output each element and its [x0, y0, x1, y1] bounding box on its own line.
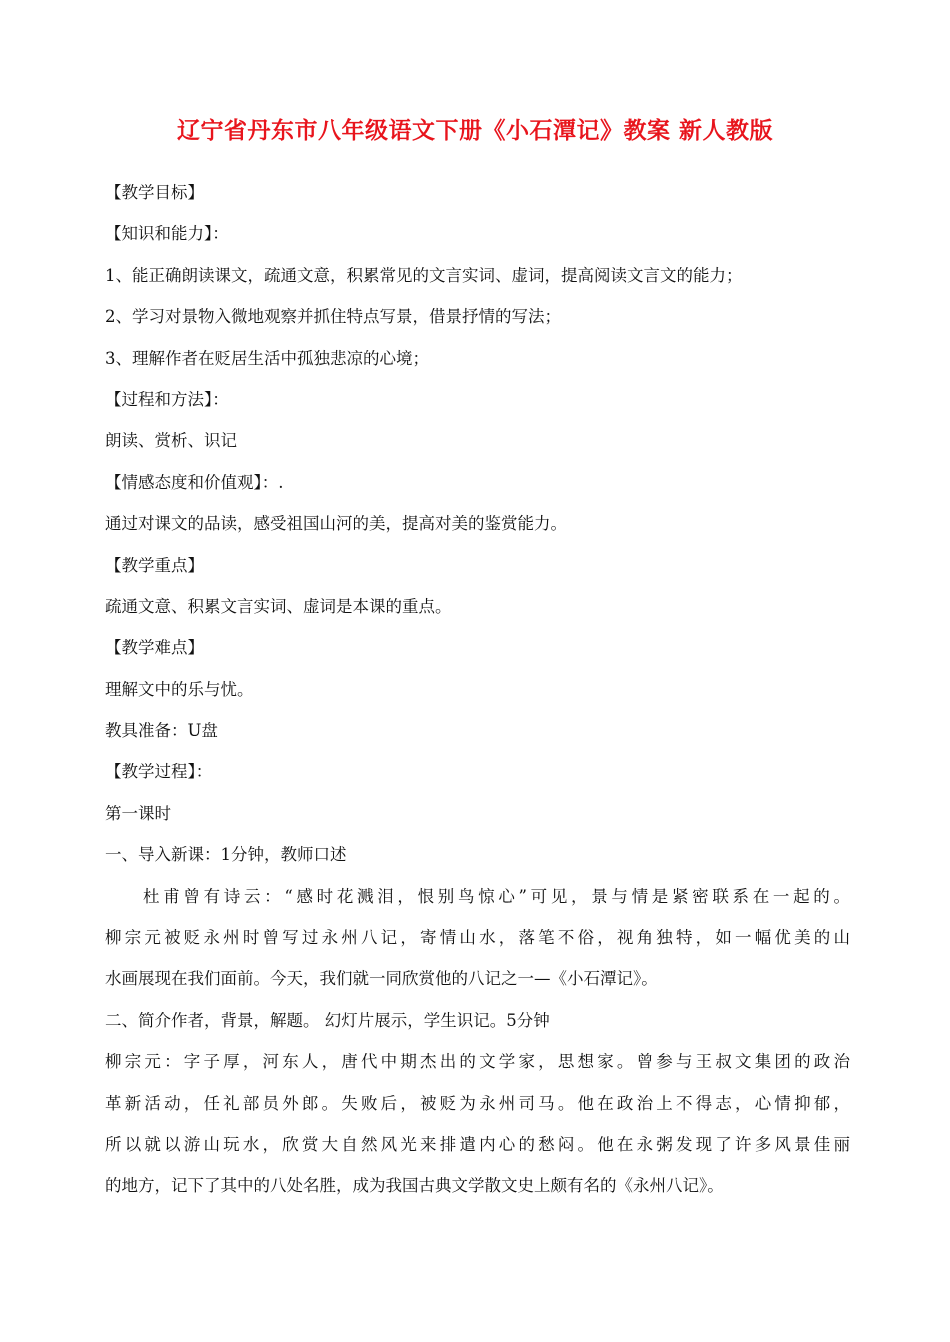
difficulties-text: 理解文中的乐与忧。 [105, 679, 254, 699]
heading-knowledge-ability: 【知识和能力】： [105, 224, 229, 244]
heading-key-points: 【教学重点】 [105, 555, 204, 575]
author-paragraph-line: 所以就以游山玩水，欣赏大自然风光来排遣内心的愁闷。他在永粥发现了许多风景佳丽 [105, 1134, 850, 1154]
document-title: 辽宁省丹东市八年级语文下册《小石潭记》教案 新人教版 [176, 118, 773, 144]
author-paragraph-line: 革新活动，任礼部员外郎。失败后，被贬为永州司马。他在政治上不得志，心情抑郁， [105, 1093, 850, 1113]
author-paragraph-line: 柳宗元：字子厚，河东人，唐代中期杰出的文学家，思想家。曾参与王叔文集团的政治 [105, 1052, 850, 1072]
teaching-tools: 教具准备：U盘 [105, 721, 218, 741]
section-two-heading: 二、简介作者，背景，解题。 幻灯片展示，学生识记。5分钟 [105, 1010, 550, 1030]
lesson-one-label: 第一课时 [105, 803, 171, 823]
document-body [105, 172, 850, 1207]
intro-paragraph-line: 柳宗元被贬永州时曾写过永州八记，寄情山水，落笔不俗，视角独特，如一幅优美的山 [105, 928, 850, 948]
goal-item-3: 3、理解作者在贬居生活中孤独悲凉的心境； [105, 348, 429, 368]
intro-paragraph-line: 杜甫曾有诗云：“感时花溅泪，恨别鸟惊心”可见，景与情是紧密联系在一起的。 [143, 886, 850, 906]
heading-teaching-goals: 【教学目标】 [105, 183, 204, 202]
heading-difficulties: 【教学难点】 [105, 638, 204, 658]
heading-emotion-values: 【情感态度和价值观】：. [105, 472, 284, 492]
heading-process-method: 【过程和方法】： [105, 389, 229, 409]
intro-paragraph-line: 水画展现在我们面前。今天，我们就一同欣赏他的八记之一—《小石潭记》。 [105, 969, 658, 989]
author-paragraph-line: 的地方，记下了其中的八处名胜，成为我国古典文学散文史上颇有名的《永州八记》。 [105, 1176, 724, 1196]
section-one-heading: 一、导入新课：1分钟，教师口述 [105, 845, 347, 865]
heading-teaching-process: 【教学过程】： [105, 762, 213, 782]
goal-item-1: 1、能正确朗读课文，疏通文意，积累常见的文言实词、虚词，提高阅读文言文的能力； [105, 265, 743, 285]
key-points-text: 疏通文意、积累文言实词、虚词是本课的重点。 [105, 596, 452, 616]
process-method-text: 朗读、赏析、识记 [105, 431, 237, 451]
goal-item-2: 2、学习对景物入微地观察并抓住特点写景，借景抒情的写法； [105, 307, 561, 327]
emotion-values-text: 通过对课文的品读，感受祖国山河的美，提高对美的鉴赏能力。 [105, 514, 567, 534]
